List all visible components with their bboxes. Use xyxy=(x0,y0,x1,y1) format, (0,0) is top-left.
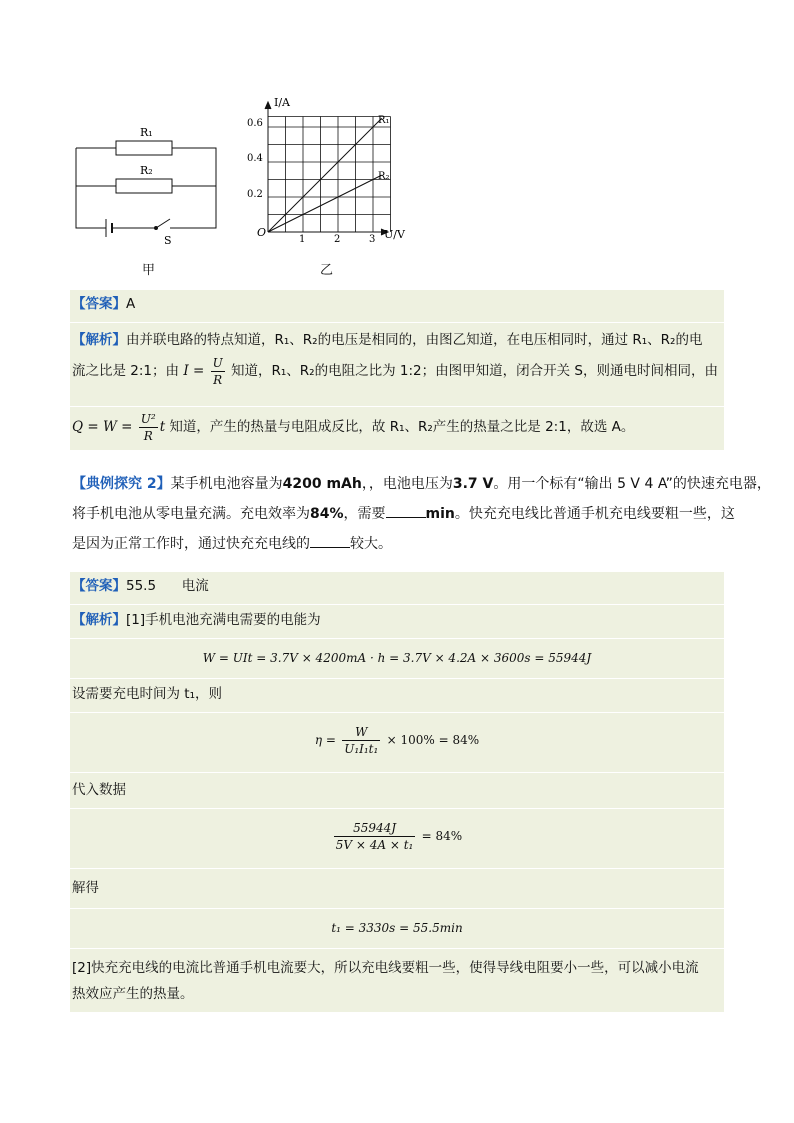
example2-l2c: ，需要 xyxy=(343,506,386,522)
answer2-tag: 【答案】 xyxy=(72,578,126,594)
figure-row xyxy=(70,92,730,277)
formula-q-left: Q = W = xyxy=(72,419,133,435)
eq3-den: 5V × 4A × t₁ xyxy=(335,837,414,852)
example2-block xyxy=(70,470,771,560)
answer1-text: A xyxy=(126,296,136,312)
y-tick-0-6: 0.6 xyxy=(247,118,263,129)
analysis1-line2 xyxy=(72,354,718,388)
example2-l2e: 。快充充电线比普通手机充电线要粗一些，这 xyxy=(454,506,735,522)
blank-1 xyxy=(386,503,426,518)
switch-blade xyxy=(156,219,170,228)
equation-4: t₁ = 3330s = 55.5min xyxy=(331,921,463,935)
frac-den-r2: R xyxy=(143,428,153,443)
analysis1-text3b: 知道，产生的热量与电阻成反比，故 R₁、R₂产生的热量之比是 2:1，故选 A。 xyxy=(169,419,635,435)
example2-line3 xyxy=(72,530,392,558)
switch-contact xyxy=(155,227,158,230)
resistor-r1 xyxy=(116,141,172,155)
answer2-line xyxy=(72,572,209,600)
origin-label: O xyxy=(257,226,267,239)
frac-den-r: R xyxy=(213,372,223,387)
resistor-r2 xyxy=(116,179,172,193)
analysis2-step1 xyxy=(72,606,321,634)
example2-l1a: 某手机电池容量为 xyxy=(170,476,283,492)
caption-yi: 乙 xyxy=(320,263,334,278)
analysis2-step2: 设需要充电时间为 t₁，则 xyxy=(72,686,222,702)
answer1-block xyxy=(70,290,724,450)
y-tick-0-4: 0.4 xyxy=(247,153,263,164)
y-tick-0-2: 0.2 xyxy=(247,189,263,200)
answer2-block xyxy=(70,572,724,1012)
example2-l1e: 。用一个标有“输出 5 V 4 A”的快速充电器， xyxy=(493,476,771,492)
analysis1-line3 xyxy=(72,410,634,444)
example2-capacity: 4200 mAh xyxy=(282,476,362,492)
series-line-r2 xyxy=(268,175,382,232)
example2-line1 xyxy=(72,470,771,498)
example2-line2 xyxy=(72,500,735,528)
y-axis-label: I/A xyxy=(274,96,290,109)
analysis2-step5-line2: 热效应产生的热量。 xyxy=(72,986,194,1002)
example2-min: min xyxy=(425,506,455,522)
analysis1-tag: 【解析】 xyxy=(72,332,126,348)
label-r2: R₂ xyxy=(140,164,153,177)
analysis1-line1 xyxy=(72,326,702,354)
analysis2-step5-line1: [2]快充充电线的电流比普通手机电流要大，所以充电线要粗一些，使得导线电阻要小一些，可以减小电流 xyxy=(72,960,699,976)
equation-2 xyxy=(70,720,724,760)
analysis2-tag: 【解析】 xyxy=(72,612,126,628)
x-tick-3: 3 xyxy=(369,234,376,245)
formula-t: t xyxy=(159,419,166,435)
equation-1: W = UIt = 3.7V × 4200mA · h = 3.7V × 4.2A × 3600s = 55944J xyxy=(202,651,592,665)
analysis1-text2b: 知道，R₁、R₂的电阻之比为 1:2；由图甲知道，闭合开关 S，则通电时间相同，由 xyxy=(230,363,718,379)
eq3-right: = 84% xyxy=(421,829,463,843)
eq3-fraction xyxy=(334,820,416,853)
frac-num-u: U xyxy=(212,355,223,370)
answer1-tag: 【答案】 xyxy=(72,296,126,312)
analysis2-step3: 代入数据 xyxy=(72,782,126,798)
eq2-right: × 100% = 84% xyxy=(386,733,480,747)
example2-l3a: 是因为正常工作时，通过快充充电线的 xyxy=(72,536,310,552)
example2-efficiency: 84% xyxy=(310,506,344,522)
example2-l2a: 将手机电池从零电量充满。充电效率为 xyxy=(72,506,310,522)
label-switch: S xyxy=(164,234,172,247)
x-axis-label: U/V xyxy=(384,228,405,241)
eq3-num: 55944J xyxy=(334,820,416,837)
y-axis-arrow xyxy=(265,102,271,109)
fraction-u2-over-r xyxy=(139,411,158,444)
x-tick-2: 2 xyxy=(334,234,341,245)
answer2-text: 55.5 电流 xyxy=(126,578,209,594)
circuit-diagram xyxy=(70,122,230,272)
analysis2-step1-text: [1]手机电池充满电需要的电能为 xyxy=(126,612,321,628)
blank-2 xyxy=(310,533,350,548)
example2-voltage: 3.7 V xyxy=(452,476,494,492)
x-tick-1: 1 xyxy=(299,234,306,245)
example2-l3b: 较大。 xyxy=(350,536,392,552)
answer1-line xyxy=(72,290,135,318)
line-label-r1: R₁ xyxy=(378,115,390,126)
eq2-den: U₁I₁t₁ xyxy=(344,741,379,756)
frac-num-u2: U² xyxy=(140,411,156,426)
analysis1-text2a: 流之比是 2:1；由 xyxy=(72,363,180,379)
example2-tag: 【典例探究 2】 xyxy=(72,476,171,492)
example2-l1c: ，，电池电压为 xyxy=(361,476,453,492)
caption-jia: 甲 xyxy=(142,263,156,278)
series-line-r1 xyxy=(268,118,382,232)
eq2-num: W xyxy=(342,724,380,741)
analysis2-step4: 解得 xyxy=(72,880,99,896)
eq2-fraction xyxy=(342,724,380,757)
eq2-left: η = xyxy=(314,733,336,747)
formula-i-left: I = xyxy=(183,363,205,379)
equation-3 xyxy=(70,816,724,856)
fraction-u-over-r xyxy=(211,355,225,388)
line-label-r2: R₂ xyxy=(378,171,390,182)
iu-graph xyxy=(238,92,438,252)
analysis1-text1: 由并联电路的特点知道，R₁、R₂的电压是相同的，由图乙知道，在电压相同时，通过 R₁、R₂的电 xyxy=(126,332,703,348)
label-r1: R₁ xyxy=(140,126,153,139)
